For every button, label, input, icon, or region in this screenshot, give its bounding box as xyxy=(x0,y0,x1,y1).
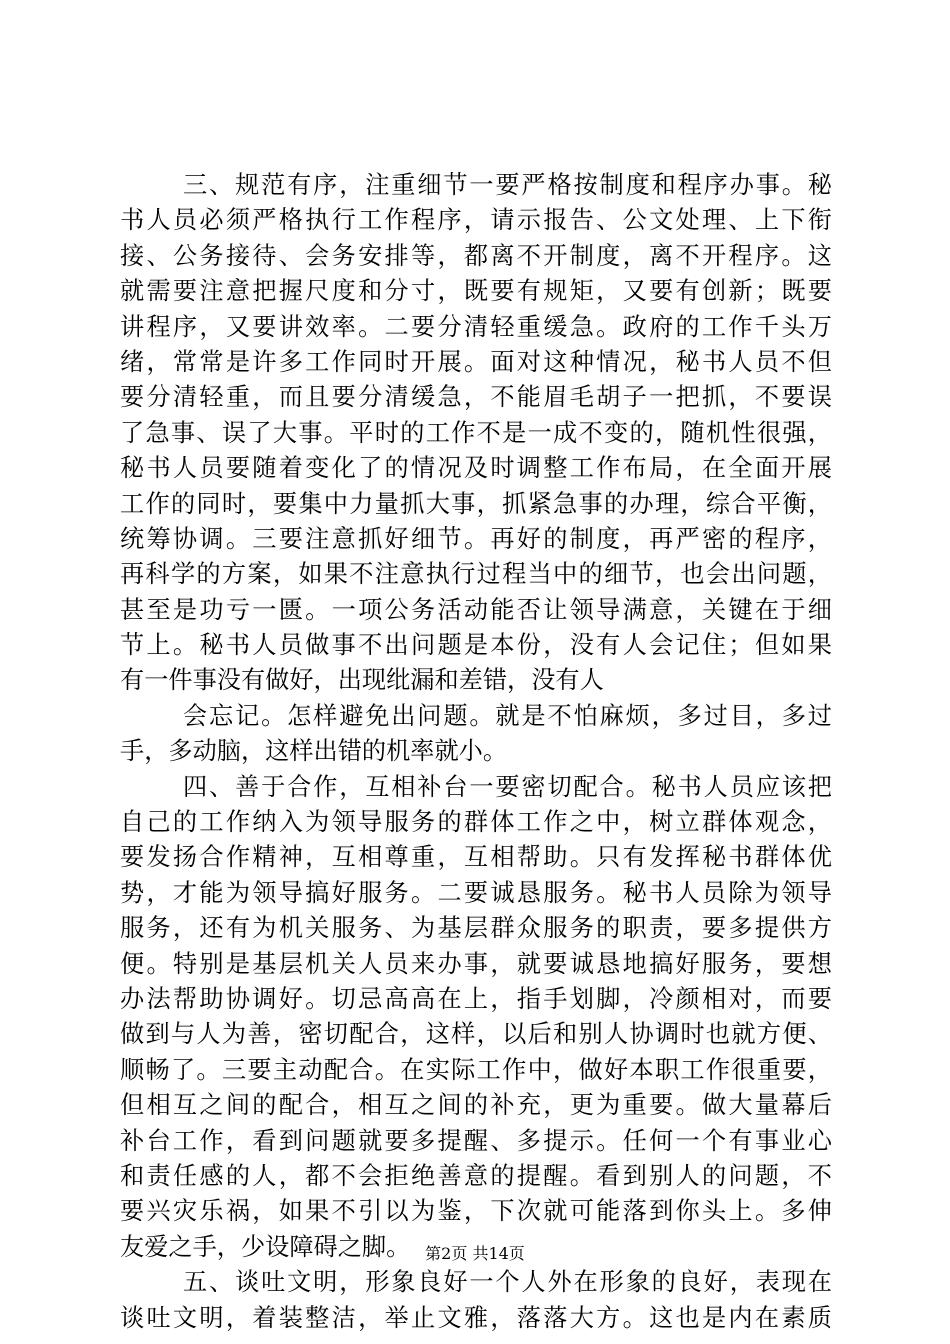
text-line: 甚至是功亏一匮。一项公务活动能否让领导满意，关键在于细 xyxy=(120,595,832,624)
text-line: 再科学的方案，如果不注意执行过程当中的细节，也会出问题， xyxy=(120,560,832,589)
text-line: 三、规范有序，注重细节一要严格按制度和程序办事。秘 xyxy=(183,171,832,199)
text-line: 势，才能为领导搞好服务。二要诚恳服务。秘书人员除为领导 xyxy=(120,878,832,907)
text-line: 自己的工作纳入为领导服务的群体工作之中，树立群体观念， xyxy=(120,808,832,837)
page-number-footer: 第2页 共14页 xyxy=(425,1244,525,1263)
text-line: 服务，还有为机关服务、为基层群众服务的职责，要多提供方 xyxy=(120,914,832,943)
text-line: 会忘记。怎样避免出问题。就是不怕麻烦，多过目，多过 xyxy=(183,701,832,730)
text-line: 和责任感的人，都不会拒绝善意的提醒。看到别人的问题，不 xyxy=(120,1161,832,1190)
text-line: 顺畅了。三要主动配合。在实际工作中，做好本职工作很重要， xyxy=(120,1055,832,1084)
text-line: 要兴灾乐祸，如果不引以为鉴，下次就可能落到你头上。多伸 xyxy=(120,1197,832,1226)
text-line: 四、善于合作，互相补台一要密切配合。秘书人员应该把 xyxy=(183,772,832,801)
text-line: 手，多动脑，这样出错的机率就小。 xyxy=(120,737,508,766)
text-line: 便。特别是基层机关人员来办事，就要诚恳地搞好服务，要想 xyxy=(120,949,832,978)
text-line: 五、谈吐文明，形象良好一个人外在形象的良好，表现在 xyxy=(183,1268,832,1297)
body-text xyxy=(120,168,832,1336)
text-line: 接、公务接待、会务安排等，都离不开制度，离不开程序。这 xyxy=(120,241,832,270)
text-line: 办法帮助协调好。切忌高高在上，指手划脚，冷颜相对，而要 xyxy=(120,984,832,1013)
text-line: 了急事、误了大事。平时的工作不是一成不变的，随机性很强， xyxy=(120,418,832,447)
text-line: 要发扬合作精神，互相尊重，互相帮助。只有发挥秘书群体优 xyxy=(120,843,832,872)
text-line: 讲程序，又要讲效率。二要分清轻重缓急。政府的工作千头万 xyxy=(120,312,832,341)
text-line: 工作的同时，要集中力量抓大事，抓紧急事的办理，综合平衡， xyxy=(120,489,832,518)
text-line: 节上。秘书人员做事不出问题是本份，没有人会记住；但如果 xyxy=(120,631,832,660)
text-line: 要分清轻重，而且要分清缓急，不能眉毛胡子一把抓，不要误 xyxy=(120,383,832,412)
text-line: 绪，常常是许多工作同时开展。面对这种情况，秘书人员不但 xyxy=(120,347,832,376)
text-line: 但相互之间的配合，相互之间的补充，更为重要。做大量幕后 xyxy=(120,1091,832,1120)
text-line: 统筹协调。三要注意抓好细节。再好的制度，再严密的程序， xyxy=(120,524,832,553)
text-line: 友爱之手，少设障碍之脚。 xyxy=(120,1232,411,1261)
text-line: 就需要注意把握尺度和分寸，既要有规矩，又要有创新；既要 xyxy=(120,277,832,306)
text-line: 谈吐文明，着装整洁，举止文雅，落落大方。这也是内在素质 xyxy=(120,1303,832,1332)
text-line: 有一件事没有做好，出现纰漏和差错，没有人 xyxy=(120,666,604,695)
text-line: 做到与人为善，密切配合，这样，以后和别人协调时也就方便、 xyxy=(120,1020,832,1049)
text-line: 补台工作，看到问题就要多提醒、多提示。任何一个有事业心 xyxy=(120,1126,832,1155)
text-line: 秘书人员要随着变化了的情况及时调整工作布局，在全面开展 xyxy=(120,454,832,483)
text-line: 书人员必须严格执行工作程序，请示报告、公文处理、上下衔 xyxy=(120,206,832,235)
